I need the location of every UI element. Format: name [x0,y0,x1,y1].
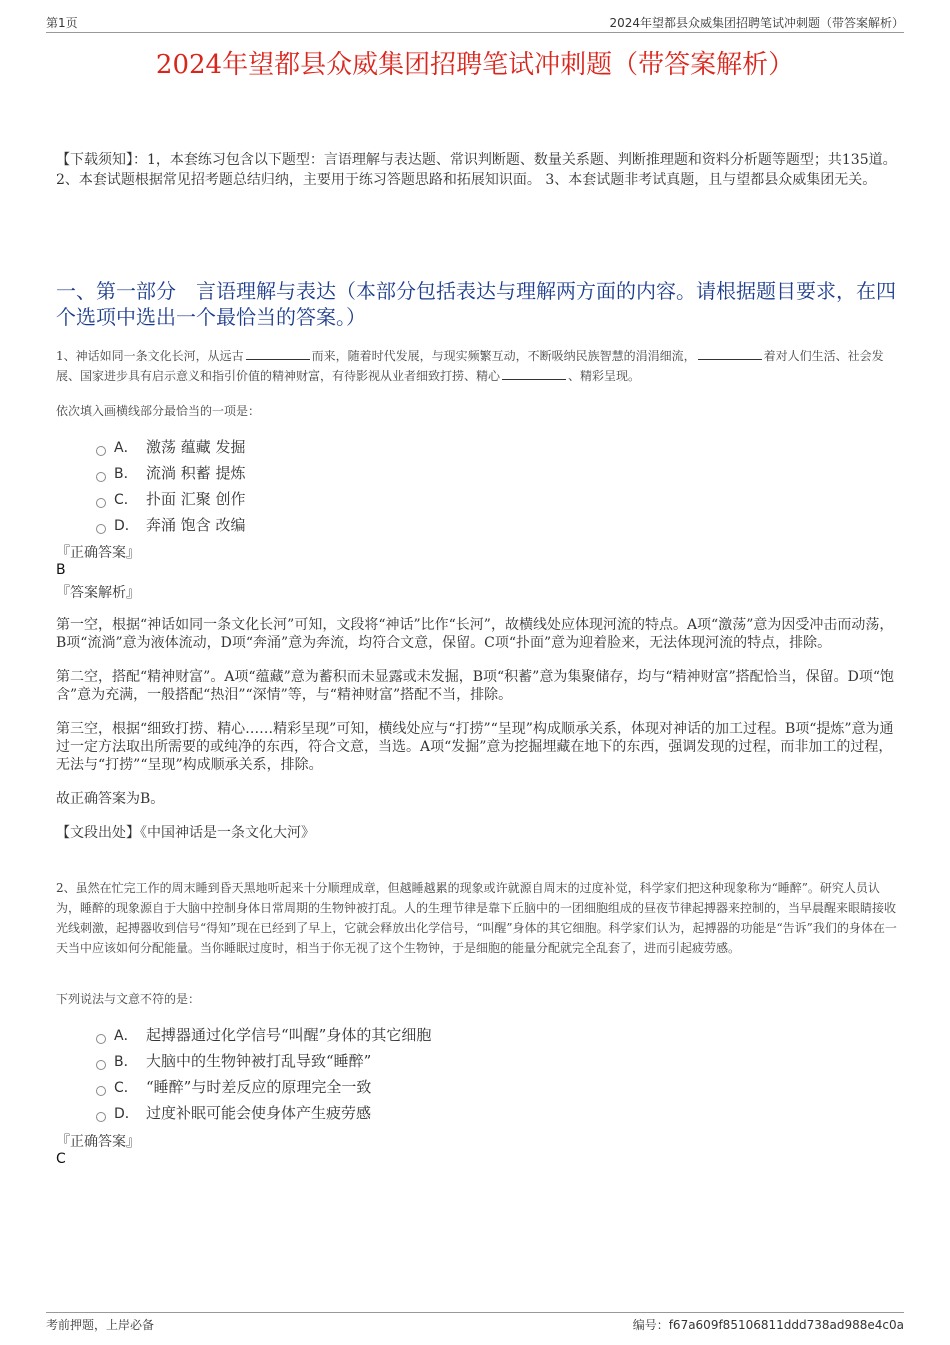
document-title: 2024年望都县众威集团招聘笔试冲刺题（带答案解析） [155,50,795,80]
page-number: 第1页 [46,16,78,30]
fill-blank [698,348,762,360]
radio-icon[interactable] [96,1112,106,1122]
question-2-text: 2、虽然在忙完工作的周末睡到昏天黑地听起来十分顺理成章，但越睡越累的现象或许就源自周末的过度补觉，科学家们把这种现象称为“睡醉”。研究人员认为，睡醉的现象源自于大脑中控制身体日常周期的生物钟被打乱。人的生理节律是靠下丘脑中的一团细胞组成的昼夜节律起搏器来控制的，当早晨醒来眼睛接收光线刺激，起搏器收到信号“得知”现在已经到了早上，它就会释放出化学信号，“叫醒”身体的其它细胞。科学家们认为，起搏器的功能是“告诉”我们的身体在一天当中应该如何分配能量。当你睡眠过度时，相当于你无视了这个生物钟，于是细胞的能量分配就完全乱套了，进而引起疲劳感。 [56,881,897,955]
analysis-paragraph: 第二空，搭配“精神财富”。A项“蕴藏”意为蓄积而未显露或未发掘，B项“积蓄”意为集聚储存，均与“精神财富”搭配恰当，保留。D项“饱含”意为充满，一般搭配“热泪”“深情”等，与“精神财富”搭配不当，排除。 [56,669,895,703]
answer-label: 『正确答案』 [56,1134,140,1150]
radio-icon[interactable] [96,446,106,456]
option-c[interactable]: C． 扑面 汇聚 创作 [96,488,246,514]
analysis-paragraph: 第三空，根据“细致打捞、精心……精彩呈现”可知，横线处应与“打捞”“呈现”构成顺承关系，体现对神话的加工过程。B项“提炼”意为通过一定方法取出所需要的或纯净的东西，符合文意，当选。A项“发掘”意为挖掘埋藏在地下的东西，强调发现的过程，而非加工的过程，无法与“打捞”“呈现”构成顺承关系，排除。 [56,721,894,773]
document-id: 编号：f67a609f85106811ddd738ad988e4c0a [632,1318,904,1332]
question-2-options [96,1024,431,1128]
radio-icon[interactable] [96,1060,106,1070]
header-doc-title: 2024年望都县众威集团招聘笔试冲刺题（带答案解析） [609,16,904,30]
page-footer [46,1312,904,1332]
footer-slogan: 考前押题，上岸必备 [46,1318,155,1332]
correct-answer: C [56,1151,66,1167]
question-2-prompt: 下列说法与文意不符的是： [56,992,201,1006]
option-a[interactable]: A． 起搏器通过化学信号“叫醒”身体的其它细胞 [96,1024,431,1050]
question-1-options [96,436,246,540]
answer-label: 『正确答案』 [56,545,140,561]
download-notice: 【下载须知】：1，本套练习包含以下题型：言语理解与表达题、常识判断题、数量关系题、判断推理题和资料分析题等题型；共135道。 2、本套试题根据常见招考题总结归纳，主要用于练习答题思路和拓展知识面。 3、本套试题非考试真题，且与望都县众威集团无关。 [56,152,897,188]
option-a[interactable]: A． 激荡 蕴藏 发掘 [96,436,246,462]
radio-icon[interactable] [96,1034,106,1044]
page-header [46,14,904,33]
section-title: 一、第一部分 言语理解与表达（本部分包括表达与理解两方面的内容。请根据题目要求，在四个选项中选出一个最恰当的答案。） [56,279,896,329]
radio-icon[interactable] [96,1086,106,1096]
option-d[interactable]: D． 过度补眠可能会使身体产生疲劳感 [96,1102,431,1128]
option-b[interactable]: B． 流淌 积蓄 提炼 [96,462,246,488]
option-c[interactable]: C． “睡醉”与时差反应的原理完全一致 [96,1076,431,1102]
option-b[interactable]: B． 大脑中的生物钟被打乱导致“睡醉” [96,1050,431,1076]
analysis-conclusion: 故正确答案为B。 [56,791,165,807]
source-reference: 【文段出处】《中国神话是一条文化大河》 [56,825,315,841]
radio-icon[interactable] [96,472,106,482]
fill-blank [246,348,310,360]
analysis-label: 『答案解析』 [56,585,140,601]
question-1-text: 1、神话如同一条文化长河，从远古 而来，随着时代发展，与现实频繁互动，不断吸纳民族智慧的涓涓细流， 着对人们生活、社会发展、国家进步具有启示意义和指引价值的精神财富，有待影视从业者细致打捞、精心 、精彩呈现。 [56,349,884,383]
correct-answer: B [56,562,66,578]
question-1-prompt: 依次填入画横线部分最恰当的一项是： [56,404,261,418]
option-d[interactable]: D． 奔涌 饱含 改编 [96,514,246,540]
fill-blank [502,368,566,380]
radio-icon[interactable] [96,524,106,534]
radio-icon[interactable] [96,498,106,508]
analysis-body [56,616,902,842]
analysis-paragraph: 第一空，根据“神话如同一条文化长河”可知，文段将“神话”比作“长河”，故横线处应体现河流的特点。A项“激荡”意为因受冲击而动荡，B项“流淌”意为液体流动，D项“奔涌”意为奔流，均符合文意，保留。C项“扑面”意为迎着脸来，无法体现河流的特点，排除。 [56,617,894,651]
